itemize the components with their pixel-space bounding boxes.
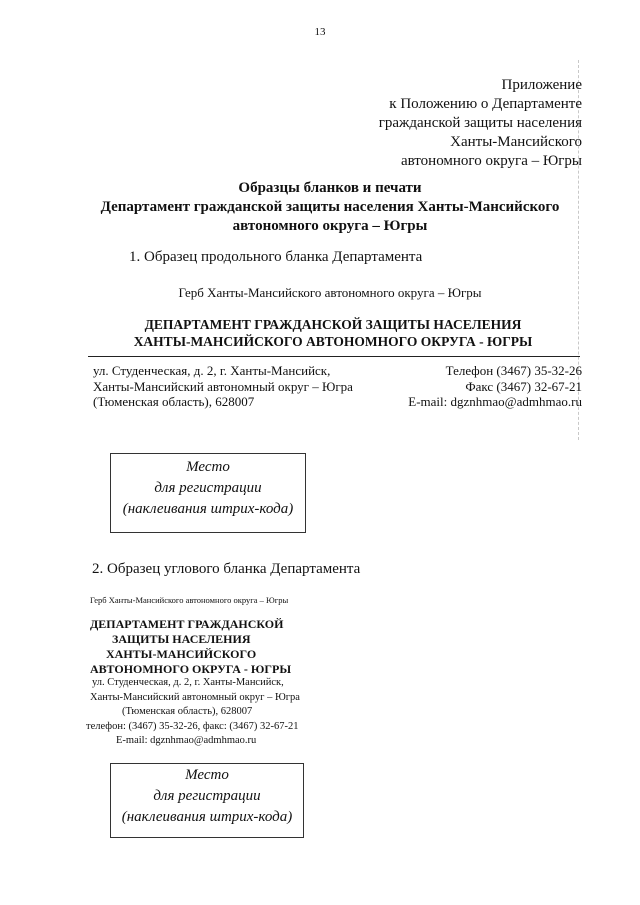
title-line: Департамент гражданской защиты населения Ханты-Мансийского xyxy=(100,199,560,215)
address-line: Ханты-Мансийский автономный округ – Югра xyxy=(90,691,300,703)
section1-registration-box xyxy=(110,453,306,533)
dept-line: ХАНТЫ-МАНСИЙСКОГО xyxy=(106,647,257,661)
annex-header xyxy=(379,76,582,171)
reg-box-line: Место xyxy=(185,767,229,783)
section1-heading: 1. Образец продольного бланка Департамента xyxy=(129,249,423,265)
title-line: Образцы бланков и печати xyxy=(238,180,422,196)
section2-address xyxy=(86,676,300,749)
dept-line: ХАНТЫ-МАНСИЙСКОГО АВТОНОМНОГО ОКРУГА - ЮГРЫ xyxy=(133,334,533,349)
annex-line: гражданской защиты населения xyxy=(378,115,582,131)
section1-department-name xyxy=(0,316,640,350)
section2-heading: 2. Образец углового бланка Департамента xyxy=(92,561,361,577)
annex-line: автономного округа – Югры xyxy=(400,153,582,169)
contact-line: E-mail: dgznhmao@admhmao.ru xyxy=(408,394,582,409)
reg-box-line: (наклеивания штрих-кода) xyxy=(122,501,294,517)
dept-line: ЗАЩИТЫ НАСЕЛЕНИЯ xyxy=(112,632,251,646)
annex-line: Приложение xyxy=(501,77,582,93)
address-line: Ханты-Мансийский автономный округ – Югра xyxy=(93,378,353,394)
address-line: (Тюменская область), 628007 xyxy=(93,394,255,409)
address-line: E-mail: dgznhmao@admhmao.ru xyxy=(116,735,257,746)
reg-box-line: для регистрации xyxy=(153,788,261,804)
section1-address xyxy=(93,363,353,410)
section1-contacts xyxy=(408,363,582,410)
dept-line: ДЕПАРТАМЕНТ ГРАЖДАНСКОЙ xyxy=(90,617,284,631)
dept-line: ДЕПАРТАМЕНТ ГРАЖДАНСКОЙ ЗАЩИТЫ НАСЕЛЕНИЯ xyxy=(144,317,522,332)
section2-coat-of-arms-label: Герб Ханты-Мансийского автономного округа – Югры xyxy=(90,595,289,605)
section1-coat-of-arms-label: Герб Ханты-Мансийского автономного округа – Югры xyxy=(178,285,482,300)
reg-box-line: для регистрации xyxy=(154,480,262,496)
annex-line: Ханты-Мансийского xyxy=(450,134,582,150)
address-line: ул. Студенческая, д. 2, г. Ханты-Мансийск, xyxy=(92,677,284,688)
address-line: телефон: (3467) 35-32-26, факс: (3467) 32-67-21 xyxy=(86,720,299,732)
address-line: (Тюменская область), 628007 xyxy=(122,706,253,717)
address-line: ул. Студенческая, д. 2, г. Ханты-Мансийск, xyxy=(93,363,331,378)
contact-line: Факс (3467) 32-67-21 xyxy=(465,378,582,394)
reg-box-line: Место xyxy=(186,459,230,475)
section2-registration-box xyxy=(110,763,304,838)
annex-line: к Положению о Департаменте xyxy=(389,96,582,112)
title-line: автономного округа – Югры xyxy=(232,218,428,234)
document-title xyxy=(60,179,600,236)
section2-department-name xyxy=(90,617,291,677)
page-number: 13 xyxy=(314,26,326,38)
contact-line: Телефон (3467) 35-32-26 xyxy=(445,363,582,378)
reg-box-line: (наклеивания штрих-кода) xyxy=(121,809,293,825)
header-divider xyxy=(88,356,580,357)
dept-line: АВТОНОМНОГО ОКРУГА - ЮГРЫ xyxy=(90,662,292,676)
